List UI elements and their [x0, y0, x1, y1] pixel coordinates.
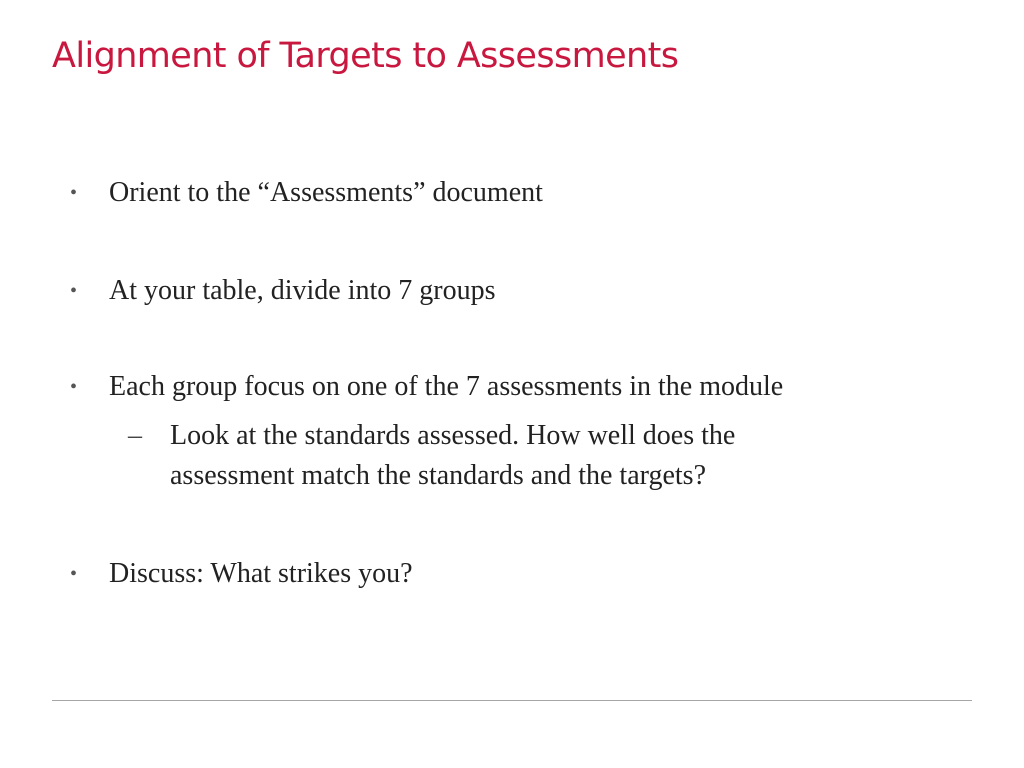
bullet-marker: • — [70, 182, 78, 204]
sub-bullet-marker: – — [128, 420, 142, 451]
bullet-marker: • — [70, 376, 78, 398]
footer-divider — [52, 700, 972, 701]
sub-bullet-line: Look at the standards assessed. How well does the — [170, 420, 736, 451]
bullet-item — [0, 369, 1000, 405]
bullet-item — [0, 273, 1000, 309]
bullet-text: Discuss: What strikes you? — [109, 558, 413, 589]
bullet-marker: • — [70, 280, 78, 302]
bullet-text: Orient to the “Assessments” document — [109, 177, 543, 208]
slide-title: Alignment of Targets to Assessments — [52, 36, 679, 76]
sub-bullet-line: assessment match the standards and the targets? — [170, 460, 706, 491]
bullet-text: Each group focus on one of the 7 assessments in the module — [109, 371, 784, 402]
bullet-item — [0, 556, 1000, 592]
bullet-item — [0, 175, 1000, 211]
bullet-text: At your table, divide into 7 groups — [109, 275, 496, 306]
bullet-marker: • — [70, 563, 78, 585]
